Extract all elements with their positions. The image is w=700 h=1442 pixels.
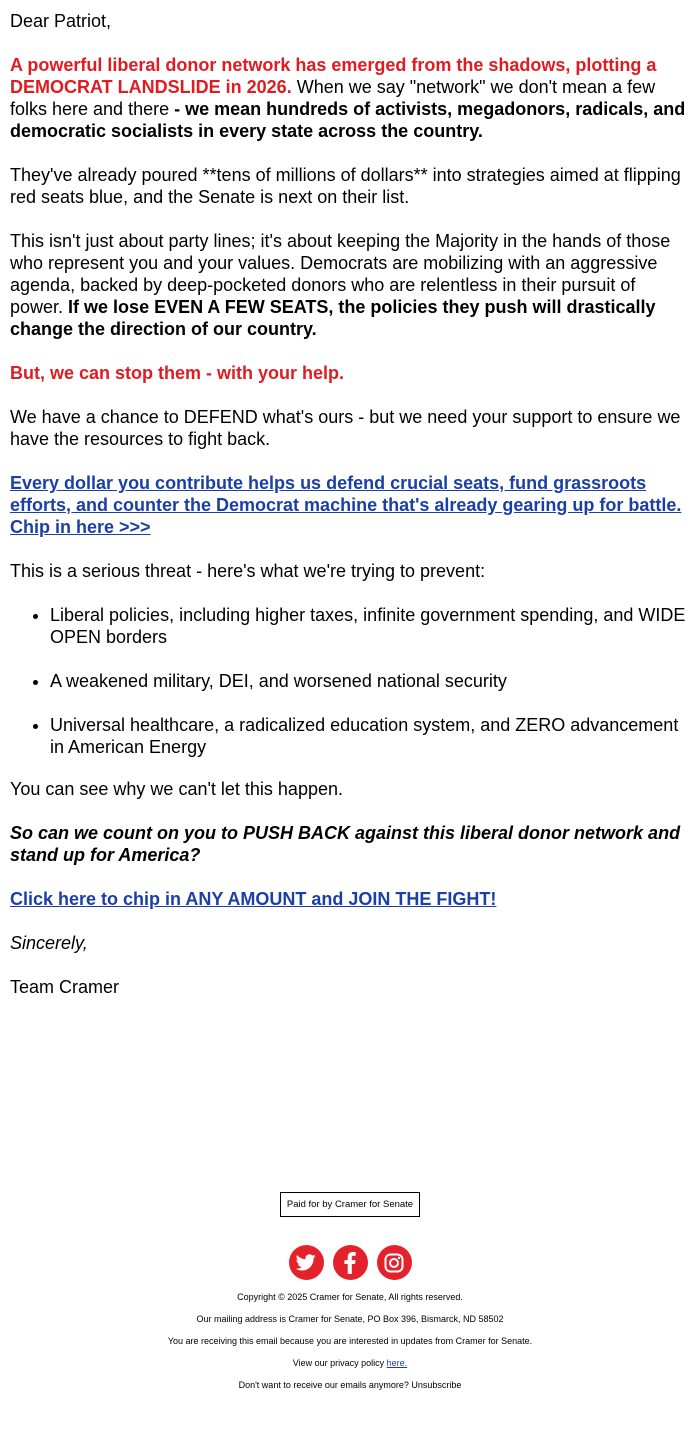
threat-list	[10, 604, 690, 758]
footer	[0, 1192, 700, 1391]
instagram-icon[interactable]	[377, 1245, 412, 1280]
privacy-line	[0, 1358, 700, 1369]
paid-for-box: Paid for by Cramer for Senate	[280, 1192, 420, 1217]
paragraph-donations: They've already poured **tens of millions of dollars** into strategies aimed at flipping red seats blue, and the Senate is next on their list.	[10, 165, 681, 207]
copyright-text: Copyright © 2025 Cramer for Senate, All rights reserved.	[237, 1292, 463, 1302]
intro-headline: A powerful liberal donor network has emerged from the shadows, plotting a DEMOCRAT LANDSLIDE in 2026.	[10, 55, 657, 97]
majority-text: This isn't just about party lines; it's about keeping the Majority in the hands of those who represent you and your values. Democrats are mobilizing with an aggressive agenda, backed by deep-pocketed donors who are relentless in their pursuit of power.	[10, 231, 671, 317]
signature: Team Cramer	[10, 977, 120, 997]
privacy-text: View our privacy policy	[292, 1358, 387, 1368]
defend-paragraph: We have a chance to DEFEND what's ours - but we need your support to ensure we have the resources to fight back.	[10, 407, 681, 449]
greeting: Dear Patriot,	[10, 11, 112, 31]
sign-off: Sincerely,	[10, 933, 88, 953]
social-links	[0, 1245, 700, 1280]
paragraph-majority	[10, 230, 690, 340]
pushback-question: So can we count on you to PUSH BACK against this liberal donor network and stand up for America?	[10, 823, 681, 865]
mailing-address: Our mailing address is Cramer for Senate, PO Box 396, Bismarck, ND 58502	[196, 1314, 504, 1324]
intro-text: When we say "network" we don't mean a few folks here and there	[10, 77, 656, 119]
stop-them-line: But, we can stop them - with your help.	[10, 363, 345, 383]
intro-bold: - we mean hundreds of activists, megadonors, radicals, and democratic socialists in every state across the country.	[10, 99, 686, 141]
unsubscribe-line[interactable]: Don't want to receive our emails anymore? Unsubscribe	[238, 1380, 462, 1390]
intro-paragraph	[10, 54, 690, 142]
cant-let-line: You can see why we can't let this happen.	[10, 779, 343, 799]
privacy-link[interactable]: here.	[386, 1358, 408, 1368]
majority-bold: If we lose EVEN A FEW SEATS, the policies they push will drastically change the direction of our country.	[10, 297, 656, 339]
chip-in-link[interactable]: Every dollar you contribute helps us defend crucial seats, fund grassroots efforts, and counter the Democrat machine that's already gearing up for battle. Chip in here >>>	[10, 473, 682, 537]
cta-paragraph-2	[10, 888, 690, 910]
list-item: • Liberal policies, including higher taxes, infinite government spending, and WIDE OPEN borders	[50, 604, 690, 648]
receiving-notice: You are receiving this email because you are interested in updates from Cramer for Senate.	[167, 1336, 533, 1346]
facebook-icon[interactable]	[333, 1245, 368, 1280]
cta-paragraph-1	[10, 472, 690, 538]
threat-intro: This is a serious threat - here's what we're trying to prevent:	[10, 561, 486, 581]
list-item: • Universal healthcare, a radicalized education system, and ZERO advancement in American Energy	[50, 714, 690, 758]
list-item: • A weakened military, DEI, and worsened national security	[50, 670, 690, 692]
twitter-icon[interactable]	[289, 1245, 324, 1280]
join-fight-link[interactable]: Click here to chip in ANY AMOUNT and JOIN THE FIGHT!	[10, 889, 497, 909]
